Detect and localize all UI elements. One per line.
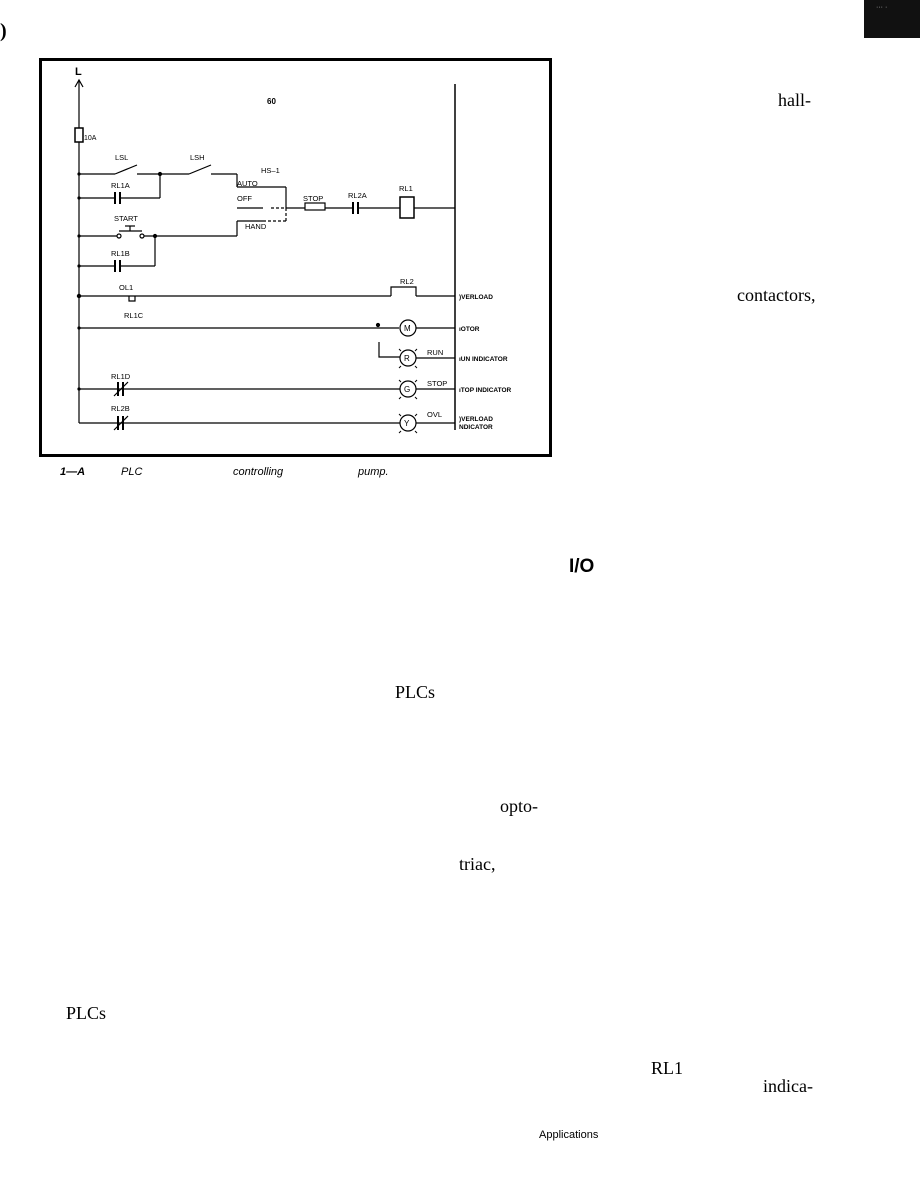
rung-motor — [79, 320, 455, 366]
hand-label: HAND — [245, 222, 267, 231]
ovl-lamp-label: OVL — [427, 410, 443, 419]
rl2a-label: RL2A — [348, 191, 367, 200]
ol1-label: OL1 — [119, 283, 134, 292]
voltage-fragment: 60 — [267, 97, 276, 106]
auto-label: AUTO — [237, 179, 258, 188]
text-fragment-opto: opto- — [500, 796, 538, 816]
rung-ovl-indicator — [79, 415, 455, 431]
coil-rl1 — [400, 197, 414, 218]
text-fragment-plcs-1: PLCs — [395, 682, 436, 702]
stop-pb-label: STOP — [303, 194, 324, 203]
hs1-label: HS–1 — [261, 166, 280, 175]
text-fragment-indica: indica- — [763, 1076, 813, 1096]
desc-motor: ıOTOR — [459, 326, 480, 333]
caption-word-pump: pump. — [358, 466, 389, 478]
footer-applications: Applications — [539, 1129, 599, 1141]
motor-symbol: M — [404, 324, 411, 333]
rung-overload — [79, 287, 455, 301]
rl1b-label: RL1B — [111, 249, 130, 258]
caption-word-controlling: controlling — [233, 466, 284, 478]
desc-overload: )VERLOAD — [459, 294, 493, 301]
caption-word-plc: PLC — [121, 466, 143, 478]
desc-run-indicator: ıUN INDICATOR — [459, 356, 508, 363]
stop-lamp-label: STOP — [427, 379, 448, 388]
line-l-arrow — [75, 80, 83, 128]
rl1d-label: RL1D — [111, 372, 131, 381]
rl2b-label: RL2B — [111, 404, 130, 413]
desc-stop-indicator: ıTOP INDICATOR — [459, 387, 512, 394]
start-label: START — [114, 214, 138, 223]
off-label: OFF — [237, 194, 252, 203]
text-fragment-io: I/O — [569, 556, 595, 577]
caption-number: 1—A — [60, 466, 86, 478]
text-fragment-triac: triac, — [459, 854, 496, 874]
rl2-coil-label: RL2 — [400, 277, 414, 286]
left-margin-mark: ) — [0, 20, 7, 42]
desc-overload-indicator-2: NDICATOR — [459, 424, 493, 431]
hs1-selector — [237, 208, 286, 221]
text-fragment-rl1: RL1 — [651, 1058, 684, 1078]
lsh-label: LSH — [190, 153, 205, 162]
text-fragment-plcs-2: PLCs — [66, 1003, 107, 1023]
rl1a-label: RL1A — [111, 181, 130, 190]
desc-overload-indicator-1: )VERLOAD — [459, 416, 493, 423]
ladder-diagram — [39, 58, 552, 457]
lsl-label: LSL — [115, 153, 129, 162]
corner-block: ··· · — [864, 0, 920, 38]
run-lamp-symbol: R — [404, 354, 410, 363]
ovl-lamp-symbol: Y — [404, 419, 410, 428]
text-fragment-hall: hall- — [778, 90, 811, 110]
fuse-label: 10A — [84, 135, 97, 142]
rl1c-label: RL1C — [124, 311, 144, 320]
fuse-10a — [75, 128, 83, 142]
run-lamp-label: RUN — [427, 348, 444, 357]
text-fragment-contactors: contactors, — [737, 285, 816, 305]
rung-start — [79, 221, 263, 238]
stop-lamp-symbol: G — [404, 385, 411, 394]
rung-stop-indicator — [79, 381, 455, 397]
line-l-label: L — [75, 66, 82, 78]
rl1-coil-label: RL1 — [399, 184, 413, 193]
